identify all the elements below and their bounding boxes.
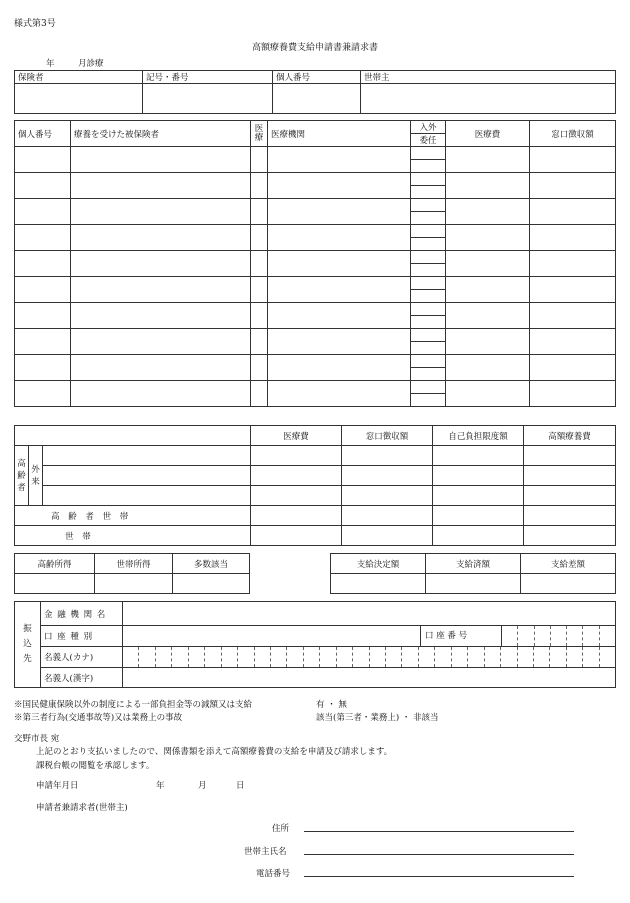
- row-window-collected[interactable]: [530, 199, 616, 225]
- row-medical-cost[interactable]: [446, 147, 530, 173]
- kana-char-box[interactable]: [255, 647, 271, 667]
- individual-number-field[interactable]: [273, 84, 361, 114]
- row-institution[interactable]: [268, 199, 411, 225]
- account-digit-box[interactable]: [518, 626, 534, 646]
- header-medical-cost: 医療費: [446, 121, 530, 147]
- householder-label: 世帯主: [361, 71, 616, 84]
- date-label: 申請年月日: [36, 781, 79, 791]
- row-medical[interactable]: [251, 303, 268, 329]
- income-header-multiple: 多数該当: [173, 554, 250, 574]
- kana-char-box[interactable]: [501, 647, 517, 667]
- row-medical[interactable]: [251, 147, 268, 173]
- row-individual-number[interactable]: [15, 303, 71, 329]
- row-window-collected[interactable]: [530, 329, 616, 355]
- address-field[interactable]: [304, 831, 574, 832]
- summary-cell[interactable]: [251, 446, 342, 466]
- row-insured-person[interactable]: [71, 277, 251, 303]
- row-medical-cost[interactable]: [446, 199, 530, 225]
- row-window-collected[interactable]: [530, 277, 616, 303]
- elderly-household-label: 高 齢 者 世 帯: [15, 506, 251, 526]
- account-digit-box[interactable]: [502, 626, 518, 646]
- name-kanji-field[interactable]: [123, 668, 616, 688]
- kana-char-box[interactable]: [353, 647, 369, 667]
- kana-char-box[interactable]: [156, 647, 172, 667]
- summary-cell[interactable]: [342, 466, 433, 486]
- summary-cell[interactable]: [524, 526, 616, 546]
- row-institution[interactable]: [268, 355, 411, 381]
- kana-char-box[interactable]: [287, 647, 303, 667]
- summary-cell[interactable]: [251, 466, 342, 486]
- row-individual-number[interactable]: [15, 355, 71, 381]
- row-in-out[interactable]: [411, 381, 446, 394]
- kana-char-box[interactable]: [370, 647, 386, 667]
- row-insured-person[interactable]: [71, 173, 251, 199]
- account-digit-box[interactable]: [551, 626, 567, 646]
- kana-char-box[interactable]: [123, 647, 139, 667]
- summary-cell[interactable]: [524, 506, 616, 526]
- row-medical-cost[interactable]: [446, 225, 530, 251]
- row-medical-cost[interactable]: [446, 381, 530, 407]
- row-window-collected[interactable]: [530, 147, 616, 173]
- summary-header-blank: [15, 426, 251, 446]
- row-in-out[interactable]: [411, 173, 446, 186]
- summary-cell[interactable]: [342, 446, 433, 466]
- elderly-label: 高 齢 者: [15, 446, 29, 506]
- row-in-out[interactable]: [411, 355, 446, 368]
- note-other-system: ※国民健康保険以外の制度による一部負担金等の減額又は支給: [14, 700, 253, 710]
- table-row: [15, 381, 616, 394]
- kana-char-box[interactable]: [386, 647, 402, 667]
- summary-cell[interactable]: [433, 486, 524, 506]
- kana-char-box[interactable]: [600, 647, 615, 667]
- summary-cell[interactable]: [342, 486, 433, 506]
- row-insured-person[interactable]: [71, 251, 251, 277]
- summary-cell[interactable]: [251, 486, 342, 506]
- year-label: 年: [46, 59, 55, 69]
- row-medical-cost[interactable]: [446, 173, 530, 199]
- summary-cell[interactable]: [433, 526, 524, 546]
- row-delegation[interactable]: [411, 212, 446, 225]
- row-in-out[interactable]: [411, 329, 446, 342]
- row-in-out[interactable]: [411, 251, 446, 264]
- account-digit-box[interactable]: [600, 626, 615, 646]
- kana-char-box[interactable]: [534, 647, 550, 667]
- income-elderly-field[interactable]: [15, 574, 95, 594]
- note-third-party-options[interactable]: 該当(第三者・業務上) ・ 非該当: [316, 713, 439, 723]
- kana-char-box[interactable]: [189, 647, 205, 667]
- header-medical: 医療: [251, 121, 268, 147]
- householder-name-label: 世帯主氏名: [244, 847, 287, 857]
- kana-char-box[interactable]: [435, 647, 451, 667]
- row-institution[interactable]: [268, 225, 411, 251]
- row-window-collected[interactable]: [530, 355, 616, 381]
- row-in-out[interactable]: [411, 199, 446, 212]
- table-row: [15, 277, 616, 290]
- payment-decided-field[interactable]: [331, 574, 426, 594]
- row-medical[interactable]: [251, 251, 268, 277]
- kana-char-box[interactable]: [205, 647, 221, 667]
- row-insured-person[interactable]: [71, 225, 251, 251]
- householder-field[interactable]: [361, 84, 616, 114]
- row-medical[interactable]: [251, 381, 268, 407]
- summary-cell[interactable]: [251, 526, 342, 546]
- row-window-collected[interactable]: [530, 251, 616, 277]
- header-institution: 医療機関: [268, 121, 411, 147]
- kana-char-box[interactable]: [550, 647, 566, 667]
- row-delegation[interactable]: [411, 316, 446, 329]
- account-row: [123, 626, 616, 647]
- summary-cell[interactable]: [433, 466, 524, 486]
- kana-char-box[interactable]: [172, 647, 188, 667]
- table-row: [15, 199, 616, 212]
- phone-field[interactable]: [304, 876, 574, 877]
- row-in-out[interactable]: [411, 277, 446, 290]
- transfer-table: [14, 601, 616, 688]
- symbol-number-label: 記号・番号: [143, 71, 273, 84]
- account-digit-box[interactable]: [567, 626, 583, 646]
- table-row: [15, 329, 616, 342]
- row-delegation[interactable]: [411, 290, 446, 303]
- summary-cell[interactable]: [524, 446, 616, 466]
- account-digit-box[interactable]: [535, 626, 551, 646]
- kana-char-box[interactable]: [337, 647, 353, 667]
- kana-char-box[interactable]: [238, 647, 254, 667]
- row-insured-person[interactable]: [71, 199, 251, 225]
- row-medical-cost[interactable]: [446, 329, 530, 355]
- header-insured-person: 療養を受けた被保険者: [71, 121, 251, 147]
- row-window-collected[interactable]: [530, 381, 616, 407]
- header-delegation: 委任: [411, 134, 446, 147]
- table-row: [15, 303, 616, 316]
- header-in-out: 入外: [411, 121, 446, 134]
- table-row: [15, 225, 616, 238]
- bank-name-label: 金 融 機 関 名: [41, 602, 123, 626]
- income-header-elderly: 高齢所得: [15, 554, 95, 574]
- row-medical[interactable]: [251, 355, 268, 381]
- row-medical-cost[interactable]: [446, 251, 530, 277]
- insurer-table: [14, 70, 616, 114]
- row-medical[interactable]: [251, 173, 268, 199]
- income-table: [14, 553, 250, 594]
- row-individual-number[interactable]: [15, 225, 71, 251]
- income-household-field[interactable]: [95, 574, 173, 594]
- row-individual-number[interactable]: [15, 199, 71, 225]
- payment-header-paid: 支給済額: [426, 554, 521, 574]
- row-individual-number[interactable]: [15, 251, 71, 277]
- page-title: 高額療養費支給申請書兼請求書: [251, 43, 378, 53]
- summary-table: [14, 425, 616, 546]
- account-number-label: 口 座 番 号: [420, 626, 501, 646]
- phone-label: 電話番号: [256, 869, 291, 879]
- name-kana-boxes[interactable]: [123, 647, 615, 667]
- row-institution[interactable]: [268, 329, 411, 355]
- individual-number-label: 個人番号: [273, 71, 361, 84]
- payment-table: [330, 553, 616, 594]
- row-institution[interactable]: [268, 303, 411, 329]
- table-row: [15, 355, 616, 368]
- summary-header-window: 窓口徴収額: [342, 426, 433, 446]
- outpatient-row-1[interactable]: [43, 446, 251, 466]
- row-window-collected[interactable]: [530, 225, 616, 251]
- kana-char-box[interactable]: [271, 647, 287, 667]
- summary-cell[interactable]: [433, 446, 524, 466]
- insurer-field[interactable]: [15, 84, 143, 114]
- row-medical-cost[interactable]: [446, 277, 530, 303]
- kana-char-box[interactable]: [452, 647, 468, 667]
- bank-name-field[interactable]: [123, 602, 616, 626]
- summary-cell[interactable]: [342, 506, 433, 526]
- row-medical[interactable]: [251, 277, 268, 303]
- medical-table: [14, 120, 616, 407]
- row-delegation[interactable]: [411, 264, 446, 277]
- kana-char-box[interactable]: [468, 647, 484, 667]
- outpatient-label: 外 来: [29, 446, 43, 506]
- row-in-out[interactable]: [411, 225, 446, 238]
- row-institution[interactable]: [268, 251, 411, 277]
- row-medical-cost[interactable]: [446, 355, 530, 381]
- row-delegation[interactable]: [411, 186, 446, 199]
- householder-name-field[interactable]: [304, 854, 574, 855]
- account-type-label: 口 座 種 別: [41, 626, 123, 647]
- addressee: 交野市長 宛: [14, 734, 60, 744]
- outpatient-row-3[interactable]: [43, 486, 251, 506]
- transfer-label: 振 込 先: [15, 602, 41, 688]
- row-individual-number[interactable]: [15, 277, 71, 303]
- row-individual-number[interactable]: [15, 329, 71, 355]
- summary-cell[interactable]: [251, 506, 342, 526]
- household-label: 世 帯: [15, 526, 251, 546]
- row-delegation[interactable]: [411, 160, 446, 173]
- row-medical[interactable]: [251, 199, 268, 225]
- summary-header-high-cost: 高額療養費: [524, 426, 616, 446]
- header-individual-number: 個人番号: [15, 121, 71, 147]
- name-kanji-label: 名義人(漢字): [41, 668, 123, 688]
- body-line-2: 課税台帳の閲覧を承認します。: [36, 761, 155, 771]
- name-kana-row: [123, 647, 616, 668]
- summary-header-cost: 医療費: [251, 426, 342, 446]
- header-window-collected: 窓口徴収額: [530, 121, 616, 147]
- date-day: 日: [236, 781, 245, 791]
- date-month: 月: [198, 781, 207, 791]
- payment-header-diff: 支給差額: [521, 554, 616, 574]
- row-individual-number[interactable]: [15, 381, 71, 407]
- row-institution[interactable]: [268, 381, 411, 407]
- kana-char-box[interactable]: [320, 647, 336, 667]
- row-window-collected[interactable]: [530, 173, 616, 199]
- row-insured-person[interactable]: [71, 303, 251, 329]
- account-number-boxes[interactable]: [501, 626, 615, 646]
- table-row: [15, 251, 616, 264]
- row-in-out[interactable]: [411, 147, 446, 160]
- summary-cell[interactable]: [524, 466, 616, 486]
- kana-char-box[interactable]: [304, 647, 320, 667]
- note-third-party: ※第三者行為(交通事故等)又は業務上の事故: [14, 713, 183, 723]
- table-row: [15, 147, 616, 160]
- kana-char-box[interactable]: [518, 647, 534, 667]
- insurer-label: 保険者: [15, 71, 143, 84]
- kana-char-box[interactable]: [567, 647, 583, 667]
- kana-char-box[interactable]: [485, 647, 501, 667]
- row-insured-person[interactable]: [71, 355, 251, 381]
- account-type-field[interactable]: [123, 626, 420, 646]
- row-window-collected[interactable]: [530, 303, 616, 329]
- kana-char-box[interactable]: [402, 647, 418, 667]
- row-institution[interactable]: [268, 277, 411, 303]
- row-medical[interactable]: [251, 225, 268, 251]
- row-in-out[interactable]: [411, 303, 446, 316]
- payment-paid-field[interactable]: [426, 574, 521, 594]
- date-year: 年: [156, 781, 165, 791]
- income-header-household: 世帯所得: [95, 554, 173, 574]
- symbol-number-field[interactable]: [143, 84, 273, 114]
- row-insured-person[interactable]: [71, 329, 251, 355]
- summary-cell[interactable]: [342, 526, 433, 546]
- name-kana-label: 名義人(カナ): [41, 647, 123, 668]
- outpatient-row-2[interactable]: [43, 466, 251, 486]
- row-insured-person[interactable]: [71, 381, 251, 407]
- kana-char-box[interactable]: [583, 647, 599, 667]
- account-digit-box[interactable]: [583, 626, 599, 646]
- table-row: [15, 173, 616, 186]
- row-medical[interactable]: [251, 329, 268, 355]
- row-delegation[interactable]: [411, 368, 446, 381]
- month-label: 月診療: [78, 59, 104, 69]
- summary-cell[interactable]: [433, 506, 524, 526]
- address-label: 住所: [272, 824, 290, 834]
- row-medical-cost[interactable]: [446, 303, 530, 329]
- kana-char-box[interactable]: [419, 647, 435, 667]
- row-delegation[interactable]: [411, 394, 446, 407]
- note-other-system-options[interactable]: 有 ・ 無: [316, 700, 347, 710]
- multiple-applicable-field[interactable]: [173, 574, 250, 594]
- payment-diff-field[interactable]: [521, 574, 616, 594]
- kana-char-box[interactable]: [222, 647, 238, 667]
- row-individual-number[interactable]: [15, 173, 71, 199]
- payment-header-decided: 支給決定額: [331, 554, 426, 574]
- form-number: 様式第3号: [14, 19, 56, 29]
- row-delegation[interactable]: [411, 238, 446, 251]
- row-institution[interactable]: [268, 173, 411, 199]
- body-line-1: 上記のとおり支払いましたので、関係書類を添えて高額療養費の支給を申請及び請求します。: [36, 747, 393, 757]
- summary-header-limit: 自己負担限度額: [433, 426, 524, 446]
- row-institution[interactable]: [268, 147, 411, 173]
- applicant-label: 申請者兼請求者(世帯主): [36, 803, 128, 813]
- row-delegation[interactable]: [411, 342, 446, 355]
- kana-char-box[interactable]: [139, 647, 155, 667]
- row-individual-number[interactable]: [15, 147, 71, 173]
- summary-cell[interactable]: [524, 486, 616, 506]
- row-insured-person[interactable]: [71, 147, 251, 173]
